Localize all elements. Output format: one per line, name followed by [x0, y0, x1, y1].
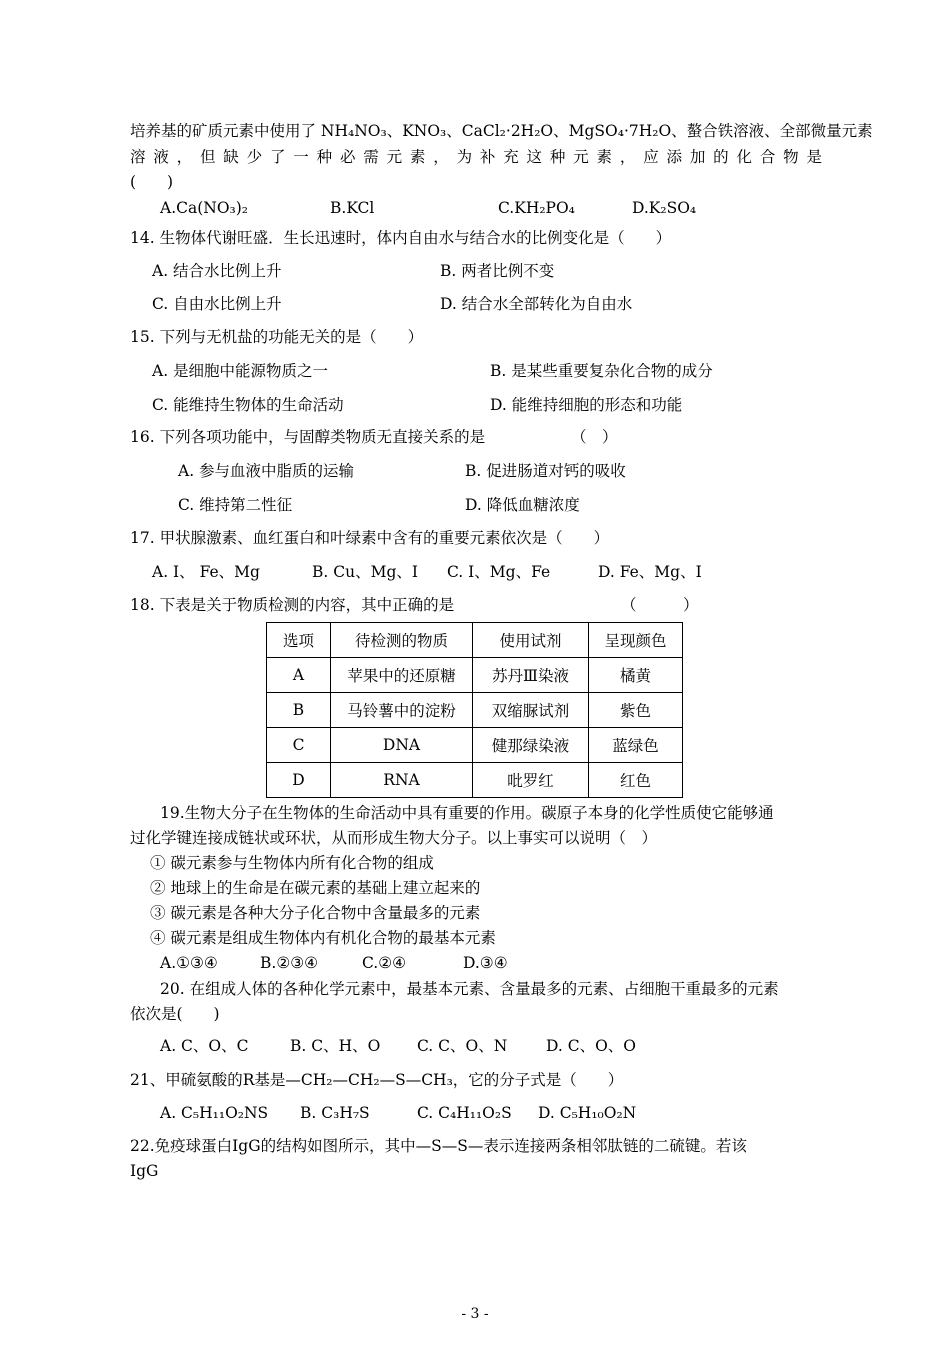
q13-line3: ( ): [130, 173, 174, 191]
table-header-cell: 待检测的物质: [331, 623, 473, 658]
table-cell: 马铃薯中的淀粉: [331, 693, 473, 728]
table-header-row: [267, 623, 683, 658]
q19-item-3: ③ 碳元素是各种大分子化合物中含量最多的元素: [150, 904, 481, 922]
q13-line1: 培养基的矿质元素中使用了 NH₄NO₃、KNO₃、CaCl₂·2H₂O、MgSO₄·7H₂O、螯合铁溶液、全部微量元素: [130, 122, 873, 140]
q20-option-d: D. C、O、O: [546, 1037, 637, 1055]
table-cell: D: [267, 763, 331, 798]
q21-option-b: B. C₃H₇S: [300, 1104, 370, 1122]
q16-option-b: B. 促进肠道对钙的吸收: [465, 462, 626, 480]
table-cell: B: [267, 693, 331, 728]
q15-option-c: C. 能维持生物体的生命活动: [152, 396, 344, 414]
q17-option-b: B. Cu、Mg、I: [312, 563, 419, 581]
table-row: [267, 728, 683, 763]
q16-option-a: A. 参与血液中脂质的运输: [178, 462, 355, 480]
q13-option-c: C.KH₂PO₄: [498, 199, 575, 217]
table-header-cell: 呈现颜色: [589, 623, 683, 658]
q13-option-a: A.Ca(NO₃)₂: [160, 199, 249, 217]
q17-option-c: C. I、Mg、Fe: [447, 563, 551, 581]
table-cell: 橘黄: [589, 658, 683, 693]
q19-line2: 过化学键连接成链状或环状，从而形成生物大分子。以上事实可以说明（ ）: [130, 829, 658, 847]
table-cell: 双缩脲试剂: [473, 693, 589, 728]
q22-line1: 22.免疫球蛋白ⅠgG的结构如图所示，其中—S—S—表示连接两条相邻肽链的二硫键。若该: [130, 1137, 747, 1155]
table-row: [267, 693, 683, 728]
table-cell: 紫色: [589, 693, 683, 728]
q21-option-c: C. C₄H₁₁O₂S: [417, 1104, 512, 1122]
table-row: [267, 763, 683, 798]
q13-option-b: B.KCl: [330, 199, 375, 217]
q16-option-c: C. 维持第二性征: [178, 496, 293, 514]
q14-option-c: C. 自由水比例上升: [152, 295, 282, 313]
q15-option-d: D. 能维持细胞的形态和功能: [490, 396, 683, 414]
q16-option-d: D. 降低血糖浓度: [465, 496, 580, 514]
q19-option-c: C.②④: [362, 954, 407, 972]
q20-option-b: B. C、H、O: [290, 1037, 381, 1055]
table-cell: 健那绿染液: [473, 728, 589, 763]
table-cell: 苏丹Ⅲ染液: [473, 658, 589, 693]
q17-option-a: A. I、 Fe、Mg: [152, 563, 260, 581]
q16-stem: 16. 下列各项功能中，与固醇类物质无直接关系的是: [130, 428, 486, 446]
q15-stem: 15. 下列与无机盐的功能无关的是（ ）: [130, 328, 424, 346]
q19-option-b: B.②③④: [260, 954, 319, 972]
q14-stem: 14. 生物体代谢旺盛．生长迅速时，体内自由水与结合水的比例变化是（ ）: [130, 229, 672, 247]
table-cell: 苹果中的还原糖: [331, 658, 473, 693]
q20-line2: 依次是( ): [130, 1005, 220, 1023]
table-cell: DNA: [331, 728, 473, 763]
q21-option-a: A. C₅H₁₁O₂NS: [160, 1104, 269, 1122]
q19-item-4: ④ 碳元素是组成生物体内有机化合物的最基本元素: [150, 929, 496, 947]
q19-item-2: ② 地球上的生命是在碳元素的基础上建立起来的: [150, 879, 481, 897]
table-cell: A: [267, 658, 331, 693]
table-row: [267, 658, 683, 693]
q19-line1: 19.生物大分子在生物体的生命活动中具有重要的作用。碳原子本身的化学性质使它能够通: [160, 804, 774, 822]
table-header-cell: 选项: [267, 623, 331, 658]
table-header-cell: 使用试剂: [473, 623, 589, 658]
q19-option-d: D.③④: [463, 954, 508, 972]
q19-item-1: ① 碳元素参与生物体内所有化合物的组成: [150, 854, 434, 872]
q15-option-a: A. 是细胞中能源物质之一: [152, 362, 329, 380]
q19-option-a: A.①③④: [160, 954, 218, 972]
table-cell: C: [267, 728, 331, 763]
page-number: - 3 -: [461, 1306, 489, 1322]
table-cell: 蓝绿色: [589, 728, 683, 763]
q20-option-c: C. C、O、N: [417, 1037, 508, 1055]
q13-line2: 溶液，但缺少了一种必需元素，为补充这种元素，应添加的化合物是: [130, 148, 822, 166]
q21-option-d: D. C₅H₁₀O₂N: [538, 1104, 637, 1122]
table-cell: 吡罗红: [473, 763, 589, 798]
table-cell: RNA: [331, 763, 473, 798]
q14-option-a: A. 结合水比例上升: [152, 262, 282, 280]
q14-option-b: B. 两者比例不变: [440, 262, 555, 280]
q17-stem: 17. 甲状腺激素、血红蛋白和叶绿素中含有的重要元素依次是（ ）: [130, 529, 610, 547]
table-cell: 红色: [589, 763, 683, 798]
q20-line1: 20. 在组成人体的各种化学元素中，最基本元素、含量最多的元素、占细胞干重最多的元素: [160, 980, 779, 998]
q14-option-d: D. 结合水全部转化为自由水: [440, 295, 633, 313]
detection-table: [266, 622, 683, 798]
q15-option-b: B. 是某些重要复杂化合物的成分: [490, 362, 713, 380]
q13-option-d: D.K₂SO₄: [632, 199, 697, 217]
q22-line2: ⅠgG: [130, 1162, 159, 1180]
q16-paren: （ ）: [571, 428, 618, 446]
q21-stem: 21、甲硫氨酸的R基是—CH₂—CH₂—S—CH₃，它的分子式是（ ）: [130, 1071, 624, 1089]
q18-paren: （ ）: [621, 596, 699, 614]
q17-option-d: D. Fe、Mg、I: [598, 563, 702, 581]
q18-stem: 18. 下表是关于物质检测的内容，其中正确的是: [130, 596, 455, 614]
q20-option-a: A. C、O、C: [160, 1037, 249, 1055]
